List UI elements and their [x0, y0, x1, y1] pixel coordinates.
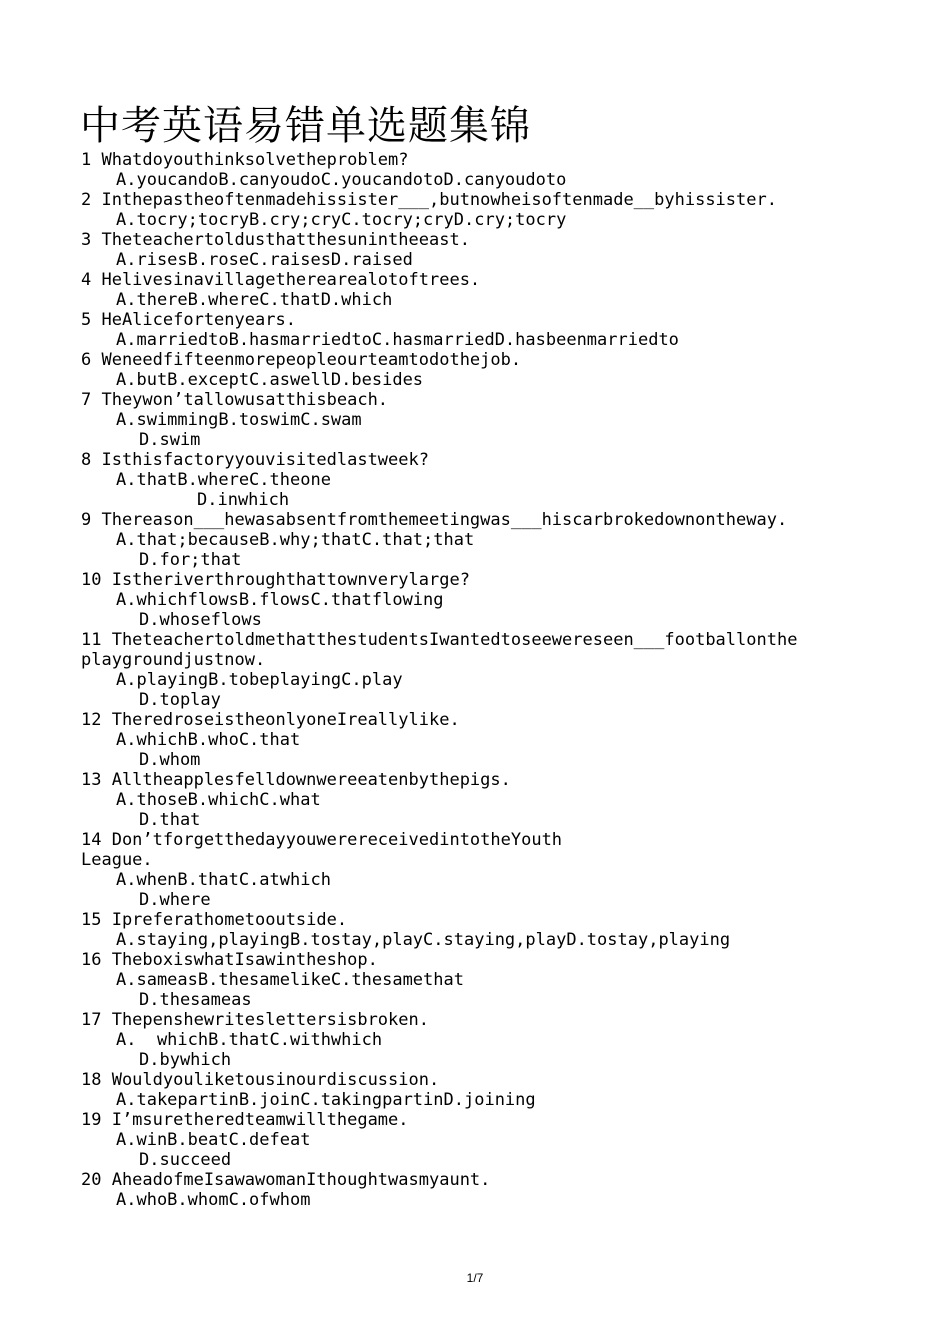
page-number: 1/7: [466, 1271, 484, 1285]
option-line: A.playingB.tobeplayingC.play: [116, 670, 403, 690]
option-line: A.sameasB.thesamelikeC.thesamethat: [116, 970, 464, 990]
question-list: [81, 150, 881, 1210]
option-line: A.swimmingB.toswimC.swam: [116, 410, 362, 430]
question-line: 16 TheboxiswhatIsawintheshop.: [81, 950, 378, 970]
question-line: 7 Theywon’tallowusatthisbeach.: [81, 390, 389, 410]
option-line: A.whichflowsB.flowsC.thatflowing: [116, 590, 444, 610]
question-line: League.: [81, 850, 153, 870]
question-line: 6 Weneedfifteenmorepeopleourteamtodothejob.: [81, 350, 522, 370]
option-line: D.inwhich: [197, 490, 290, 510]
option-line: A.risesB.roseC.raisesD.raised: [116, 250, 413, 270]
question-line: 19 I’msuretheredteamwillthegame.: [81, 1110, 409, 1130]
question-line: 8 Isthisfactoryyouvisitedlastweek?: [81, 450, 429, 470]
page-title: 中考英语易错单选题集锦: [80, 103, 531, 149]
option-line: A.tocry;tocryB.cry;cryC.tocry;cryD.cry;tocry: [116, 210, 567, 230]
option-line: A.marriedtoB.hasmarriedtoC.hasmarriedD.hasbeenmarriedto: [116, 330, 679, 350]
question-line: playgroundjustnow.: [81, 650, 266, 670]
option-line: D.where: [139, 890, 211, 910]
option-line: A.thoseB.whichC.what: [116, 790, 321, 810]
question-line: 20 AheadofmeIsawawomanIthoughtwasmyaunt.: [81, 1170, 491, 1190]
question-line: 3 Theteachertoldusthatthesunintheeast.: [81, 230, 470, 250]
option-line: D.toplay: [139, 690, 221, 710]
option-line: A.staying,playingB.tostay,playC.staying,playD.tostay,playing: [116, 930, 731, 950]
question-line: 4 Helivesinavillagetherearealotoftrees.: [81, 270, 481, 290]
option-line: A.whichB.whoC.that: [116, 730, 301, 750]
question-line: 10 Istheriverthroughthattownverylarge?: [81, 570, 470, 590]
option-line: A.takepartinB.joinC.takingpartinD.joining: [116, 1090, 536, 1110]
question-line: 9 Thereason___hewasabsentfromthemeetingwas___hiscarbrokedownontheway.: [81, 510, 788, 530]
question-line: 1 Whatdoyouthinksolvetheproblem?: [81, 150, 409, 170]
option-line: A.whenB.thatC.atwhich: [116, 870, 331, 890]
question-line: 11 TheteachertoldmethatthestudentsIwantedtoseewereseen___footballonthe: [81, 630, 798, 650]
option-line: D.that: [139, 810, 201, 830]
option-line: D.whom: [139, 750, 201, 770]
option-line: A.winB.beatC.defeat: [116, 1130, 311, 1150]
option-line: D.for;that: [139, 550, 242, 570]
question-line: 5 HeAlicefortenyears.: [81, 310, 296, 330]
question-line: 15 Ipreferathometooutside.: [81, 910, 348, 930]
option-line: A.that;becauseB.why;thatC.that;that: [116, 530, 475, 550]
option-line: D.bywhich: [139, 1050, 232, 1070]
option-line: D.whoseflows: [139, 610, 262, 630]
option-line: A.youcandoB.canyoudoC.youcandotoD.canyoudoto: [116, 170, 567, 190]
question-line: 14 Don’tforgetthedayyouwerereceivedintotheYouth: [81, 830, 563, 850]
option-line: A.thereB.whereC.thatD.which: [116, 290, 393, 310]
option-line: D.swim: [139, 430, 201, 450]
option-line: A.thatB.whereC.theone: [116, 470, 331, 490]
question-line: 18 Wouldyouliketousinourdiscussion.: [81, 1070, 440, 1090]
option-line: D.succeed: [139, 1150, 232, 1170]
option-line: A.whoB.whomC.ofwhom: [116, 1190, 311, 1210]
option-line: D.thesameas: [139, 990, 252, 1010]
option-line: A. whichB.thatC.withwhich: [116, 1030, 383, 1050]
question-line: 13 Alltheapplesfelldownwereeatenbythepigs.: [81, 770, 511, 790]
question-line: 12 TheredroseistheonlyoneIreallylike.: [81, 710, 460, 730]
question-line: 17 Thepenshewriteslettersisbroken.: [81, 1010, 429, 1030]
option-line: A.butB.exceptC.aswellD.besides: [116, 370, 424, 390]
question-line: 2 Inthepastheoftenmadehissister___,butnowheisoftenmade__byhissister.: [81, 190, 777, 210]
